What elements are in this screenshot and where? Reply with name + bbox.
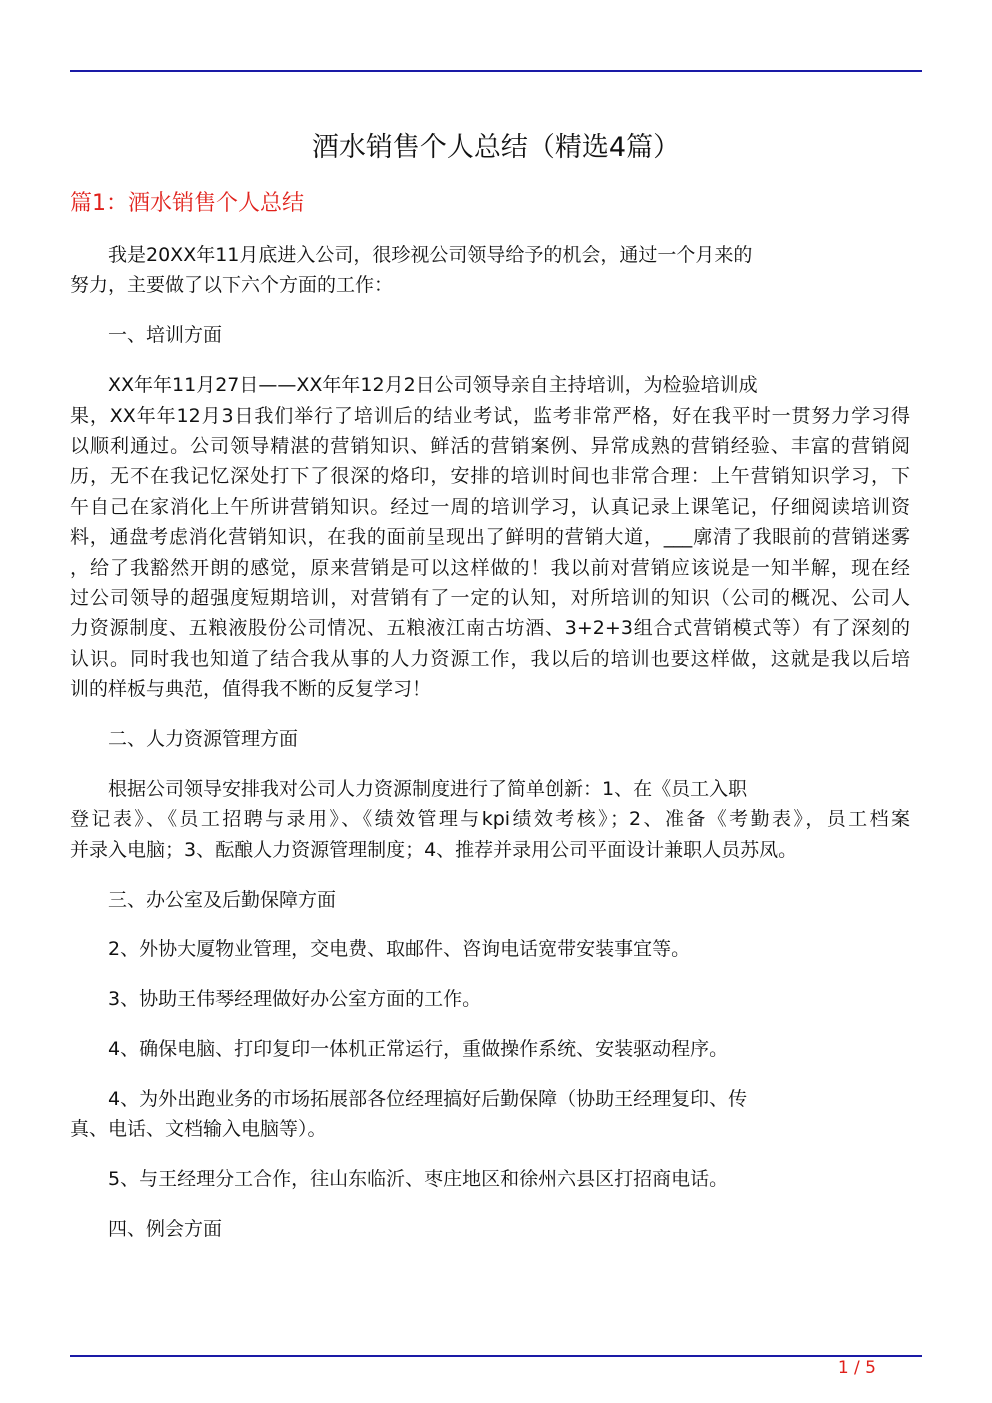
text-line: 并录入电脑；3、酝酿人力资源管理制度；4、推荐并录用公司平面设计兼职人员苏凤。 (70, 838, 798, 861)
page-number: 1 / 5 (837, 1358, 876, 1378)
paragraph (70, 934, 910, 964)
text-line: 一、培训方面 (108, 324, 223, 347)
text-line: 以顺利通过。公司领导精湛的营销知识、鲜活的营销案例、异常成熟的营销经验、丰富的营销阅 (70, 434, 910, 457)
paragraph (70, 1084, 910, 1145)
text-line: 努力，主要做了以下六个方面的工作： (70, 274, 394, 297)
paragraph (70, 240, 910, 301)
text-line: 午自己在家消化上午所讲营销知识。经过一周的培训学习，认真记录上课笔记，仔细阅读培训资 (70, 495, 910, 518)
text-line: 4、确保电脑、打印复印一体机正常运行，重做操作系统、安装驱动程序。 (108, 1038, 729, 1061)
text-line: 历，无不在我记忆深处打下了很深的烙印，安排的培训时间也非常合理：上午营销知识学习，下 (70, 465, 910, 488)
paragraph (70, 320, 910, 350)
paragraph (70, 1034, 910, 1064)
footer-rule (70, 1355, 922, 1357)
text-line: 三、办公室及后勤保障方面 (108, 888, 337, 911)
document-body (70, 240, 910, 1264)
text-line: 3、协助王伟琴经理做好办公室方面的工作。 (108, 988, 482, 1011)
text-line: 过公司领导的超强度短期培训，对营销有了一定的认知，对所培训的知识（公司的概况、公司人 (70, 586, 910, 609)
text-line: 真、电话、文档输入电脑等）。 (70, 1118, 327, 1141)
text-line: 我是20XX年11月底进入公司，很珍视公司领导给予的机会，通过一个月来的 (108, 244, 753, 266)
document-title: 酒水销售个人总结（精选4篇） (311, 132, 681, 163)
paragraph (70, 1164, 910, 1194)
paragraph (70, 724, 910, 754)
text-line: 根据公司领导安排我对公司人力资源制度进行了简单创新：1、在《员工入职 (108, 777, 748, 800)
paragraph (70, 774, 910, 865)
text-line: 训的样板与典范，值得我不断的反复学习！ (70, 678, 432, 701)
paragraph (70, 370, 910, 704)
paragraph (70, 1214, 910, 1244)
paragraph (70, 984, 910, 1014)
text-line: 登记表》、《员工招聘与录用》、《绩效管理与kpi绩效考核》；2、准备《考勤表》，员工档案 (70, 808, 910, 831)
text-line: 二、人力资源管理方面 (108, 727, 299, 750)
text-line: XX年年11月27日——XX年年12月2日公司领导亲自主持培训，为检验培训成 (108, 374, 758, 397)
text-line: 4、为外出跑业务的市场拓展部各位经理搞好后勤保障（协助王经理复印、传 (108, 1088, 748, 1111)
text-line: 认识。同时我也知道了结合我从事的人力资源工作，我以后的培训也要这样做，这就是我以后培 (70, 647, 910, 670)
text-line: 料，通盘考虑消化营销知识，在我的面前呈现出了鲜明的营销大道，___廓清了我眼前的营销迷雾 (70, 526, 910, 549)
header-rule (70, 70, 922, 72)
text-line: ，给了我豁然开朗的感觉，原来营销是可以这样做的！我以前对营销应该说是一知半解，现在经 (70, 556, 910, 579)
section-heading: 篇1：酒水销售个人总结 (70, 191, 304, 216)
paragraph (70, 885, 910, 915)
text-line: 力资源制度、五粮液股份公司情况、五粮液江南古坊酒、3+2+3组合式营销模式等）有了深刻的 (70, 617, 910, 640)
text-line: 果，XX年年12月3日我们举行了培训后的结业考试，监考非常严格，好在我平时一贯努力学习得 (70, 404, 910, 427)
text-line: 2、外协大厦物业管理，交电费、取邮件、咨询电话宽带安装事宜等。 (108, 938, 691, 961)
text-line: 5、与王经理分工合作，往山东临沂、枣庄地区和徐州六县区打招商电话。 (108, 1168, 729, 1191)
text-line: 四、例会方面 (108, 1218, 223, 1241)
